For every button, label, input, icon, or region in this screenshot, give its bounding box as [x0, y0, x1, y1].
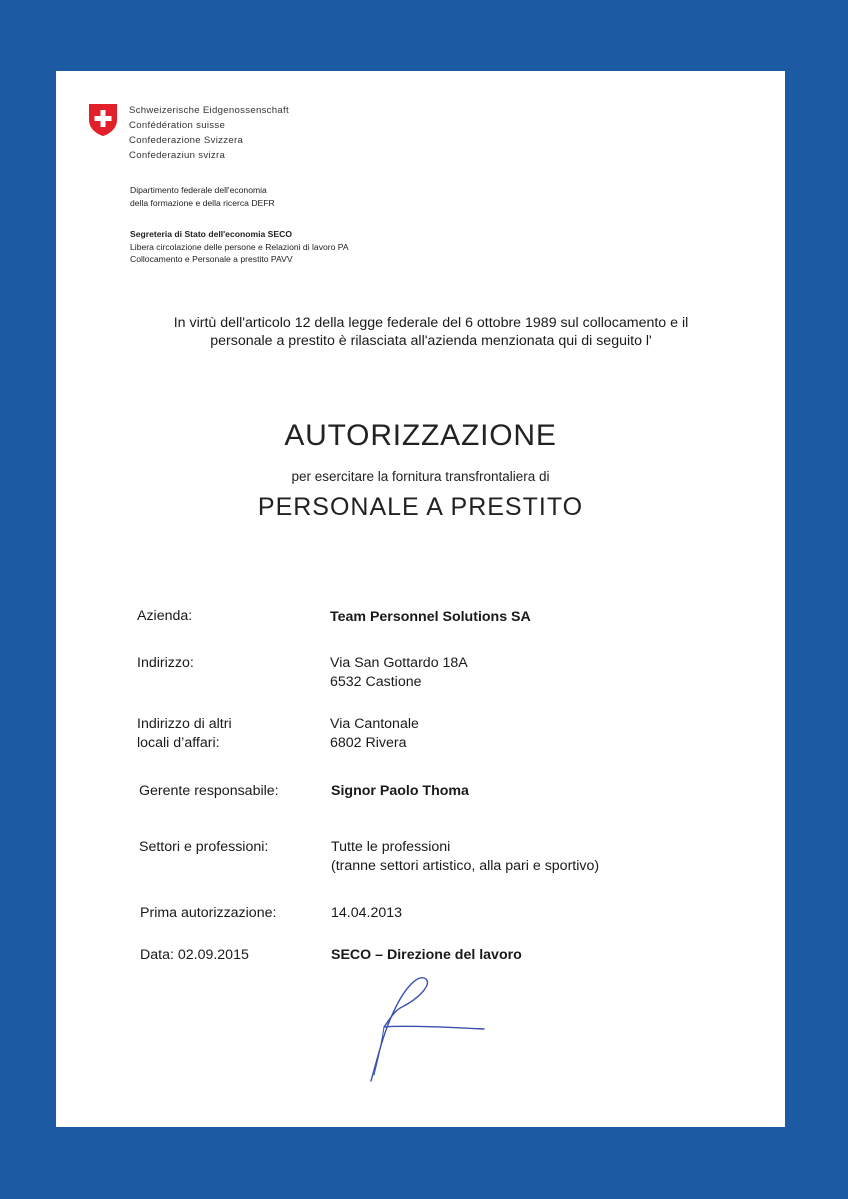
sectors-label: Settori e professioni: — [139, 839, 269, 855]
federation-names — [129, 103, 289, 163]
sectors-line: (tranne settori artistico, alla pari e sportivo) — [331, 858, 600, 874]
intro-line: In virtù dell'articolo 12 della legge federale del 6 ottobre 1989 sul collocamento e il — [173, 315, 689, 331]
federation-name-rm: Confederaziun svizra — [129, 150, 226, 161]
manager-label: Gerente responsabile: — [139, 783, 279, 799]
secretariat-block — [130, 228, 349, 266]
sectors-value — [331, 838, 599, 876]
secretariat-title: Segreteria di Stato dell'economia SECO — [130, 229, 293, 239]
manager-value: Signor Paolo Thoma — [331, 783, 469, 799]
issuing-authority: SECO – Direzione del lavoro — [331, 947, 522, 963]
document-title: AUTORIZZAZIONE — [284, 419, 557, 452]
other-address-label-line: Indirizzo di altri — [137, 716, 232, 732]
department-block — [130, 184, 275, 209]
sectors-line: Tutte le professioni — [331, 839, 451, 855]
company-value: Team Personnel Solutions SA — [330, 609, 531, 625]
document-title-secondary: PERSONALE A PRESTITO — [257, 493, 584, 521]
address-line: 6532 Castione — [330, 674, 422, 690]
first-authorization-label: Prima autorizzazione: — [140, 905, 277, 921]
issue-date: Data: 02.09.2015 — [140, 947, 249, 963]
company-label: Azienda: — [137, 608, 193, 624]
address-label: Indirizzo: — [137, 655, 194, 671]
other-address-value — [330, 715, 419, 753]
department-line: Dipartimento federale dell'economia — [130, 185, 267, 195]
signature-image — [366, 971, 496, 1086]
other-address-line: Via Cantonale — [330, 716, 419, 732]
swiss-cross-shield-icon — [88, 103, 118, 137]
federation-name-it: Confederazione Svizzera — [129, 135, 244, 146]
intro-text — [96, 314, 766, 350]
other-address-label-line: locali d’affari: — [137, 735, 220, 751]
other-address-label — [137, 715, 232, 753]
document-subtitle: per esercitare la fornitura transfrontaliera di — [291, 469, 550, 484]
other-address-line: 6802 Rivera — [330, 735, 407, 751]
address-value — [330, 654, 468, 692]
first-authorization-value: 14.04.2013 — [331, 905, 403, 921]
federation-name-de: Schweizerische Eidgenossenschaft — [129, 105, 289, 116]
secretariat-line: Libera circolazione delle persone e Relazioni di lavoro PA — [130, 241, 349, 252]
certificate-sheet — [56, 71, 785, 1127]
secretariat-line: Collocamento e Personale a prestito PAVV — [130, 254, 293, 264]
address-line: Via San Gottardo 18A — [330, 655, 468, 671]
department-line: della formazione e della ricerca DEFR — [130, 197, 275, 208]
federation-name-fr: Confédération suisse — [129, 120, 226, 131]
intro-line: personale a prestito è rilasciata all'azienda menzionata qui di seguito l' — [210, 333, 652, 349]
